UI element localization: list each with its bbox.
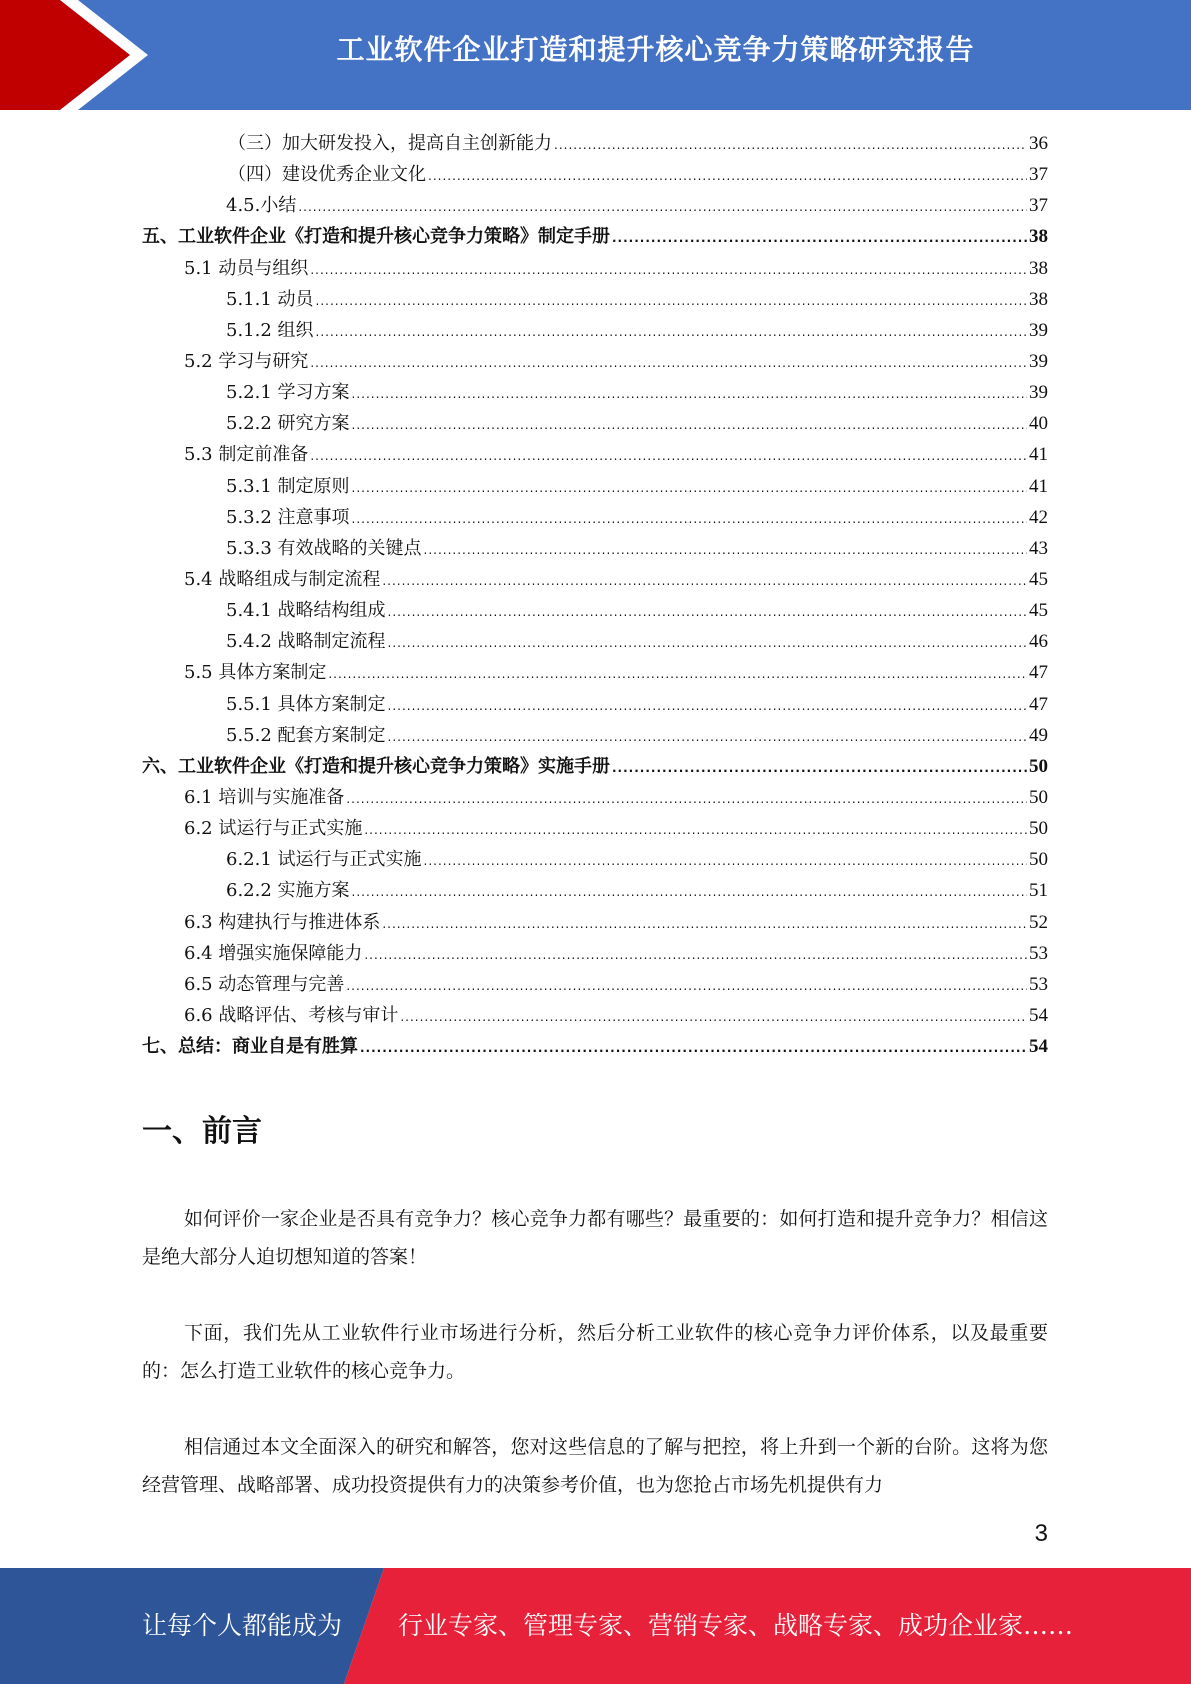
toc-entry-page: 50 <box>1029 818 1048 840</box>
toc-dot-leader <box>310 348 1027 379</box>
toc-dot-leader <box>328 659 1027 690</box>
toc-entry-label: 6.1 培训与实施准备 <box>184 786 345 808</box>
toc-entry-label: 4.5.小结 <box>226 195 297 217</box>
toc-entry-label: 6.2.2 实施方案 <box>226 880 350 902</box>
toc-entry[interactable] <box>142 408 1048 439</box>
toc-entry[interactable] <box>142 907 1048 938</box>
toc-entry-label: 六、工业软件企业《打造和提升核心竞争力策略》实施手册 <box>142 755 610 777</box>
toc-entry[interactable] <box>142 938 1048 969</box>
toc-entry[interactable] <box>142 377 1048 408</box>
toc-entry-label: 五、工业软件企业《打造和提升核心竞争力策略》制定手册 <box>142 226 610 248</box>
toc-entry-page: 54 <box>1029 1004 1048 1026</box>
toc-entry-label: 5.4 战略组成与制定流程 <box>184 568 381 590</box>
toc-entry[interactable] <box>142 751 1048 782</box>
toc-entry-page: 39 <box>1029 350 1048 372</box>
toc-dot-leader <box>364 815 1027 846</box>
toc-entry[interactable] <box>142 813 1048 844</box>
toc-dot-leader <box>382 566 1027 597</box>
toc-entry-label: 5.3.1 制定原则 <box>226 475 350 497</box>
toc-entry[interactable] <box>142 689 1048 720</box>
toc-entry-page: 47 <box>1029 693 1048 715</box>
toc-entry[interactable] <box>142 346 1048 377</box>
toc-entry[interactable] <box>142 533 1048 564</box>
toc-entry-page: 45 <box>1029 600 1048 622</box>
toc-entry-page: 54 <box>1029 1036 1048 1058</box>
toc-entry[interactable] <box>142 159 1048 190</box>
intro-paragraph-3: 相信通过本文全面深入的研究和解答，您对这些信息的了解与把控，将上升到一个新的台阶。这将为您经营管理、战略部署、成功投资提供有力的决策参考价值，也为您抢占市场先机提供有力 <box>142 1436 1048 1496</box>
toc-entry[interactable] <box>142 844 1048 875</box>
toc-dot-leader <box>298 192 1027 223</box>
toc-dot-leader <box>554 130 1027 161</box>
toc-dot-leader <box>424 846 1027 877</box>
toc-entry-page: 53 <box>1029 973 1048 995</box>
toc-entry-label: 七、总结：商业自是有胜算 <box>142 1036 358 1058</box>
toc-entry-label: 5.4.1 战略结构组成 <box>226 600 386 622</box>
toc-dot-leader <box>612 223 1027 254</box>
toc-entry-page: 37 <box>1029 164 1048 186</box>
toc-dot-leader <box>400 1002 1027 1033</box>
toc-entry[interactable] <box>142 315 1048 346</box>
toc-entry-page: 38 <box>1029 226 1048 248</box>
toc-entry-page: 41 <box>1029 444 1048 466</box>
toc-entry-label: 5.1 动员与组织 <box>184 257 309 279</box>
toc-dot-leader <box>382 909 1027 940</box>
toc-entry[interactable] <box>142 626 1048 657</box>
footer-slogan-left: 让每个人都能成为 <box>142 1611 343 1640</box>
toc-entry-label: 6.2 试运行与正式实施 <box>184 818 363 840</box>
toc-entry[interactable] <box>142 253 1048 284</box>
toc-entry-label: 5.3 制定前准备 <box>184 444 309 466</box>
toc-entry-label: 5.5 具体方案制定 <box>184 662 327 684</box>
report-title: 工业软件企业打造和提升核心竞争力策略研究报告 <box>336 33 975 66</box>
toc-dot-leader <box>388 628 1027 659</box>
toc-entry[interactable] <box>142 782 1048 813</box>
toc-entry-page: 46 <box>1029 631 1048 653</box>
toc-entry-label: （四）建设优秀企业文化 <box>228 164 426 186</box>
toc-entry-page: 52 <box>1029 911 1048 933</box>
toc-entry-page: 49 <box>1029 724 1048 746</box>
toc-entry-label: 5.3.3 有效战略的关键点 <box>226 537 422 559</box>
toc-entry-label: 5.2 学习与研究 <box>184 350 309 372</box>
toc-dot-leader <box>352 473 1027 504</box>
toc-entry-label: 5.4.2 战略制定流程 <box>226 631 386 653</box>
toc-entry[interactable] <box>142 720 1048 751</box>
toc-dot-leader <box>364 940 1027 971</box>
toc-entry[interactable] <box>142 471 1048 502</box>
toc-dot-leader <box>352 877 1027 908</box>
toc-entry-page: 45 <box>1029 568 1048 590</box>
footer-slogan-right: 行业专家、管理专家、营销专家、战略专家、成功企业家…… <box>398 1611 1074 1640</box>
toc-entry[interactable] <box>142 190 1048 221</box>
toc-dot-leader <box>612 753 1027 784</box>
toc-dot-leader <box>346 784 1027 815</box>
intro-paragraph-2: 下面，我们先从工业软件行业市场进行分析，然后分析工业软件的核心竞争力评价体系，以及最重要的：怎么打造工业软件的核心竞争力。 <box>142 1322 1048 1382</box>
intro-paragraph-1: 如何评价一家企业是否具有竞争力？核心竞争力都有哪些？最重要的：如何打造和提升竞争力？相信这是绝大部分人迫切想知道的答案！ <box>142 1208 1048 1268</box>
toc-entry[interactable] <box>142 128 1048 159</box>
toc-entry[interactable] <box>142 564 1048 595</box>
toc-entry-page: 39 <box>1029 382 1048 404</box>
toc-entry-label: 5.1.2 组织 <box>226 319 314 341</box>
toc-entry-page: 43 <box>1029 537 1048 559</box>
toc-dot-leader <box>388 691 1027 722</box>
toc-entry-page: 47 <box>1029 662 1048 684</box>
toc-entry[interactable] <box>142 657 1048 688</box>
toc-entry[interactable] <box>142 221 1048 252</box>
toc-entry-label: （三）加大研发投入，提高自主创新能力 <box>228 133 552 154</box>
page-header <box>0 0 1191 110</box>
toc-dot-leader <box>352 379 1027 410</box>
toc-entry[interactable] <box>142 439 1048 470</box>
toc-dot-leader <box>360 1033 1027 1064</box>
toc-entry-label: 6.6 战略评估、考核与审计 <box>184 1004 399 1026</box>
toc-entry[interactable] <box>142 284 1048 315</box>
toc-entry-label: 5.2.1 学习方案 <box>226 382 350 404</box>
toc-entry-label: 5.1.1 动员 <box>226 288 314 310</box>
toc-entry-page: 41 <box>1029 475 1048 497</box>
toc-entry-label: 6.3 构建执行与推进体系 <box>184 911 381 933</box>
toc-entry-page: 37 <box>1029 195 1048 217</box>
toc-dot-leader <box>428 161 1027 192</box>
toc-entry-page: 42 <box>1029 506 1048 528</box>
toc-dot-leader <box>310 255 1027 286</box>
toc-entry[interactable] <box>142 969 1048 1000</box>
toc-entry[interactable] <box>142 875 1048 906</box>
toc-dot-leader <box>352 504 1027 535</box>
toc-entry-label: 5.2.2 研究方案 <box>226 413 350 435</box>
toc-entry[interactable] <box>142 502 1048 533</box>
toc-entry-page: 38 <box>1029 257 1048 279</box>
toc-entry-page: 50 <box>1029 849 1048 871</box>
toc-entry-page: 50 <box>1029 786 1048 808</box>
toc-entry[interactable] <box>142 1000 1048 1031</box>
toc-entry-label: 6.4 增强实施保障能力 <box>184 942 363 964</box>
toc-dot-leader <box>388 722 1027 753</box>
toc-entry-page: 39 <box>1029 319 1048 341</box>
toc-entry-page: 40 <box>1029 413 1048 435</box>
toc-entry-label: 5.3.2 注意事项 <box>226 506 350 528</box>
toc-entry-label: 6.5 动态管理与完善 <box>184 973 345 995</box>
toc-entry-label: 6.2.1 试运行与正式实施 <box>226 849 422 871</box>
toc-entry-page: 53 <box>1029 942 1048 964</box>
section-heading: 一、前言 <box>142 1114 262 1149</box>
toc-dot-leader <box>316 317 1027 348</box>
toc-entry[interactable] <box>142 595 1048 626</box>
toc-entry-page: 38 <box>1029 288 1048 310</box>
toc-entry-page: 51 <box>1029 880 1048 902</box>
page-footer <box>0 1568 1191 1684</box>
page-number: 3 <box>1034 1520 1048 1547</box>
toc-entry-page: 36 <box>1029 133 1048 154</box>
toc-entry-label: 5.5.2 配套方案制定 <box>226 724 386 746</box>
toc-entry-label: 5.5.1 具体方案制定 <box>226 693 386 715</box>
toc-dot-leader <box>352 410 1027 441</box>
toc-dot-leader <box>310 441 1027 472</box>
toc-entry-page: 50 <box>1029 755 1048 777</box>
toc-dot-leader <box>424 535 1027 566</box>
toc-dot-leader <box>388 597 1027 628</box>
table-of-contents <box>142 128 1048 1062</box>
toc-dot-leader <box>316 286 1027 317</box>
toc-dot-leader <box>346 971 1027 1002</box>
toc-entry[interactable] <box>142 1031 1048 1062</box>
